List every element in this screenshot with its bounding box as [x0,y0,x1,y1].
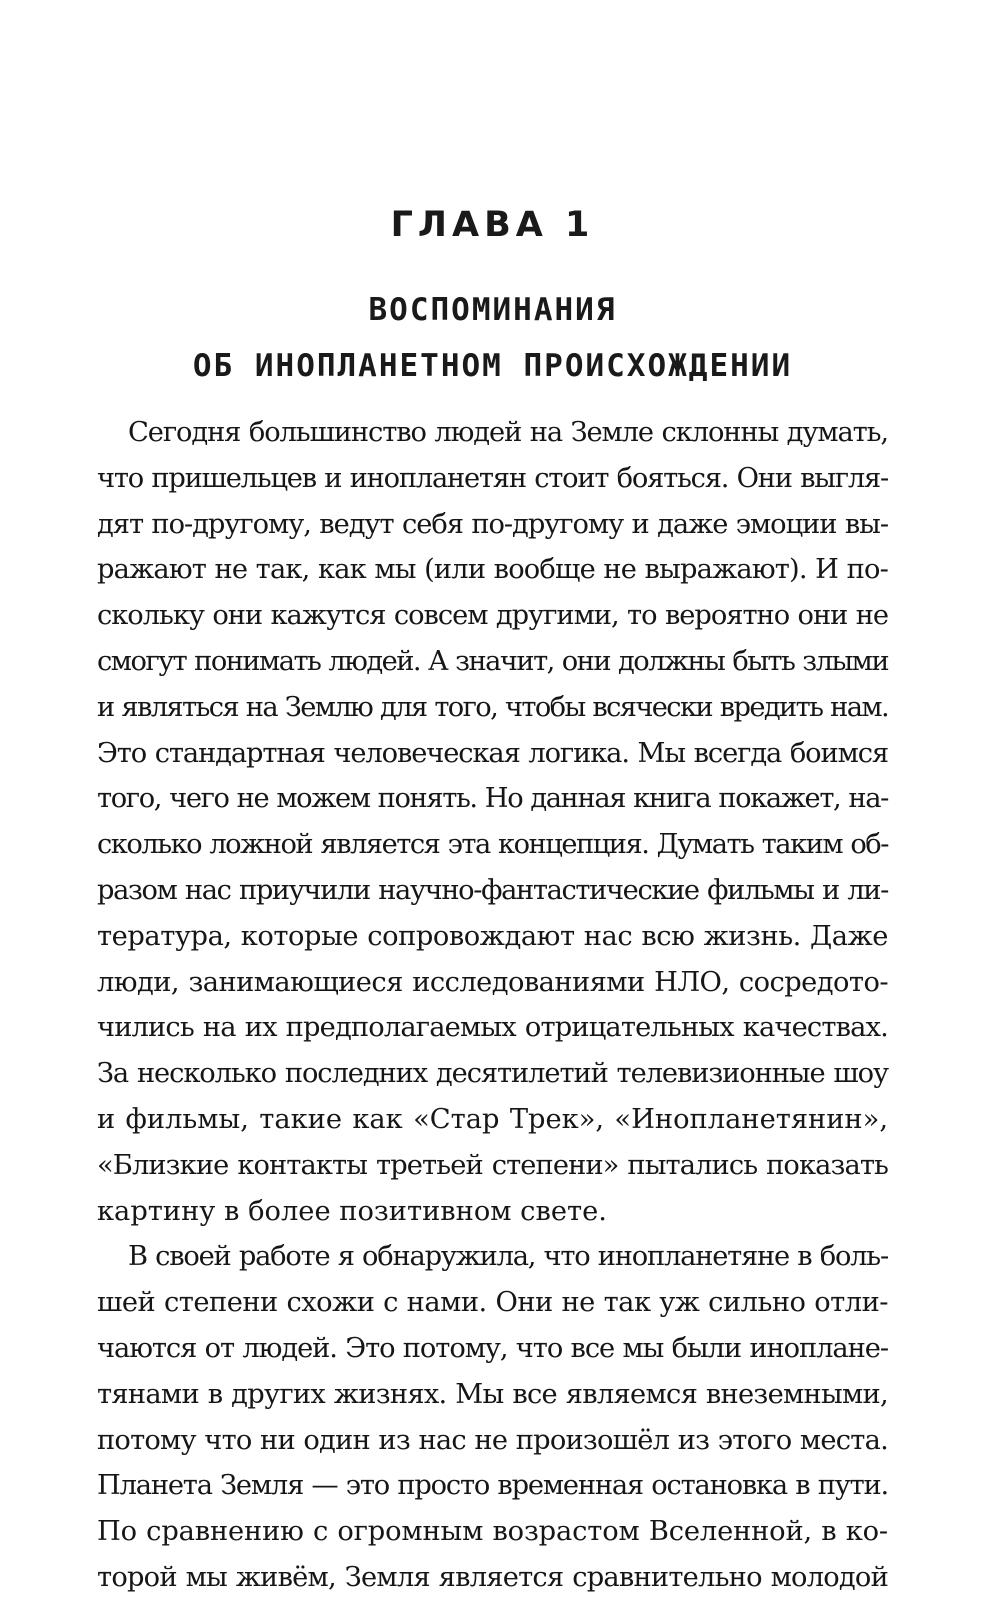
text-line: и фильмы, такие как «Стар Трек», «Инопланетянин», [97,1103,888,1135]
paragraph-1 [97,410,888,1234]
text-line: Планета Земля — это просто временная остановка в пути. [97,1470,888,1502]
text-line: того, чего не можем понять. Но данная книга покажет, на- [97,783,888,815]
text-line: дят по-другому, ведут себя по-другому и даже эмоции вы- [97,508,888,540]
text-line: сколько ложной является эта концепция. Думать таким об- [97,829,888,861]
text-line: скольку они кажутся совсем другими, то вероятно они не [97,600,888,632]
paragraph-2 [97,1234,888,1600]
text-line: смогут понимать людей. А значит, они должны быть злыми [97,645,888,677]
text-line: тература, которые сопровождают нас всю жизнь. Даже [97,920,888,952]
text-line: картину в более позитивном свете. [97,1195,607,1227]
chapter-title [0,282,985,394]
text-line: тянами в других жизнях. Мы все являемся внеземными, [97,1378,888,1410]
text-line: «Близкие контакты третьей степени» пытались показать [97,1149,888,1181]
text-line: чились на их предполагаемых отрицательных качествах. [97,1012,888,1044]
text-line: Это стандартная человеческая логика. Мы всегда боимся [97,737,888,769]
text-line: Сегодня большинство людей на Земле склонны думать, [128,417,888,448]
chapter-number: ГЛАВА 1 [390,205,595,245]
text-line: За несколько последних десятилетий телевизионные шоу [97,1058,888,1090]
text-line: По сравнению с огромным возрастом Вселенной, в ко- [97,1516,888,1548]
chapter-body [97,410,888,1601]
text-line: ражают не так, как мы (или вообще не выражают). И по- [97,554,888,586]
text-line: люди, занимающиеся исследованиями НЛО, сосредото- [97,966,888,998]
text-line: и являться на Землю для того, чтобы всячески вредить нам. [97,691,888,723]
chapter-title-line: ВОСПОМИНАНИЯ [368,292,617,328]
text-line: шей степени схожи с нами. Они не так уж сильно отли- [97,1287,888,1319]
text-line: В своей работе я обнаружила, что инопланетяне в боль- [128,1241,888,1273]
chapter-title-line: ОБ ИНОПЛАНЕТНОМ ПРОИСХОЖДЕНИИ [192,348,793,384]
text-line: чаются от людей. Это потому, что все мы были инопланe- [97,1332,888,1364]
text-line: потому что ни один из нас не произошёл из этого места. [97,1424,888,1456]
text-line: что пришельцев и инопланетян стоит бояться. Они выгля- [97,462,888,494]
text-line: торой мы живём, Земля является сравнительно молодой [97,1561,888,1593]
text-line: разом нас приучили научно-фантастические фильмы и ли- [97,874,888,906]
